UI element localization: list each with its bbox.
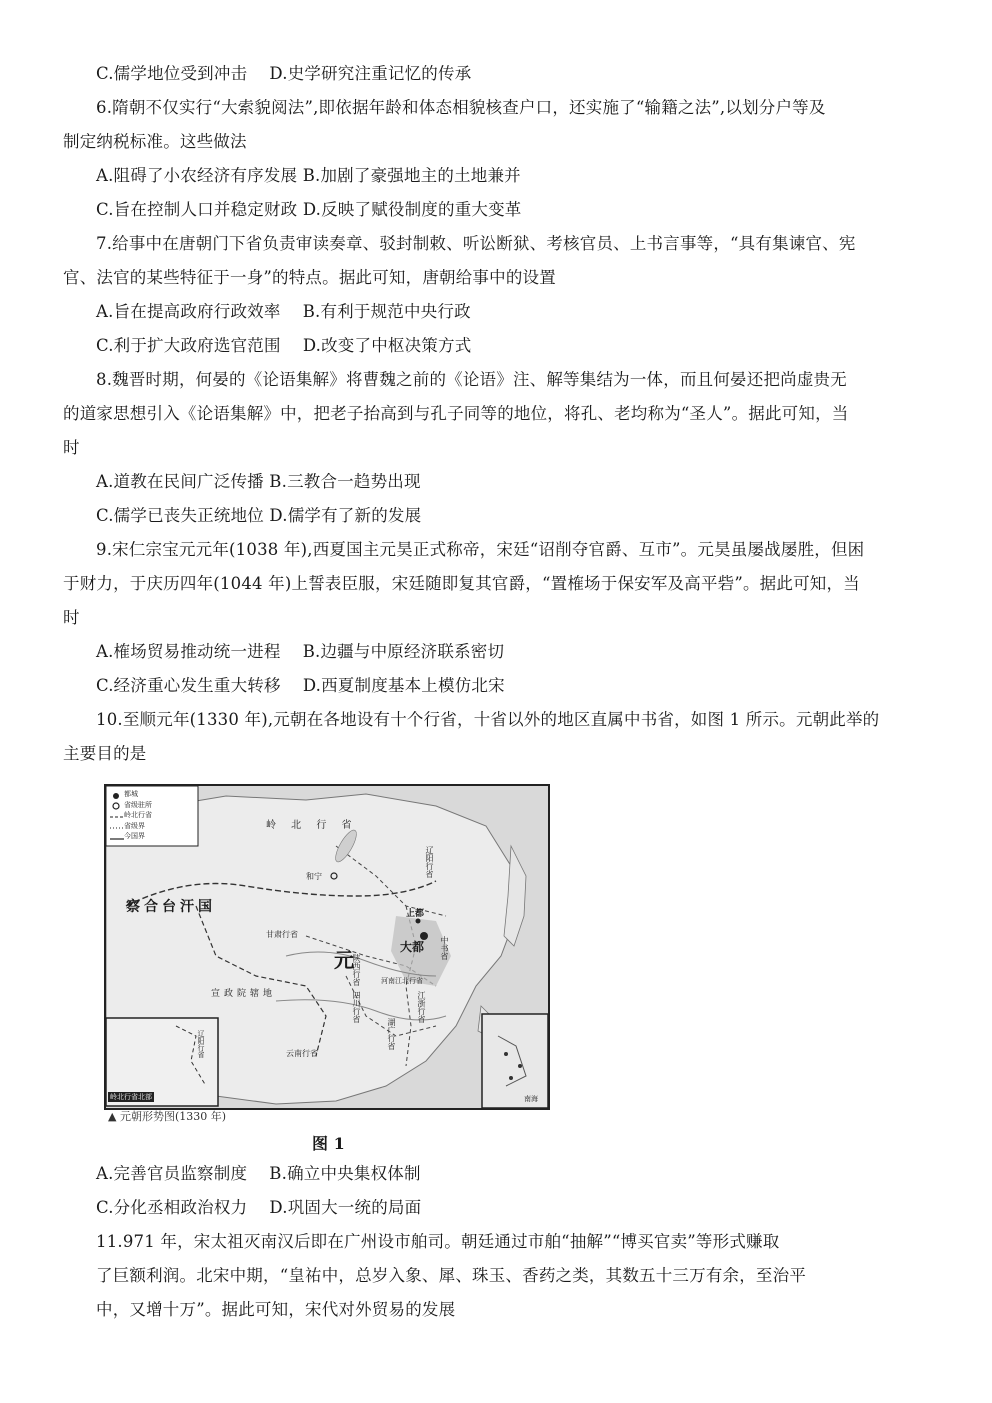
text-line: 中，又增十万”。据此可知，宋代对外贸易的发展: [96, 1300, 456, 1319]
legend-item: 都城: [124, 790, 138, 798]
map-label-sichuan: 四川行省: [352, 991, 361, 1023]
question-6: 6.隋朝不仅实行“大索貌阅法”,即依据年龄和体态相貌核查户口，还实施了“输籍之法”,以划分户等及: [96, 98, 826, 117]
yuan-dynasty-map: [104, 784, 550, 1110]
map-label-zhongshu: 中书省: [440, 936, 449, 960]
option-line: A.道教在民间广泛传播 B.三教合一趋势出现: [96, 472, 421, 491]
map-label-chaghatai: 察合台汗国: [126, 899, 216, 915]
map-label-xuanzheng: 宣政院辖地: [211, 989, 277, 999]
text-line: 的道家思想引入《论语集解》中，把老子抬高到与孔子同等的地位，将孔、老均称为“圣人”。据此可知，当: [63, 404, 849, 423]
text-line: 于财力，于庆历四年(1044 年)上誓表臣服，宋廷随即复其官爵，“置榷场于保安军及高平砦”。据此可知，当: [63, 574, 860, 593]
option-line: A.榷场贸易推动统一进程 B.边疆与中原经济联系密切: [96, 642, 505, 661]
question-9: 9.宋仁宗宝元元年(1038 年),西夏国主元昊正式称帝，宋廷“诏削夺官爵、互市”。元昊虽屡战屡胜，但困: [96, 540, 865, 559]
map-label-yuan: 元: [334, 948, 354, 972]
map-label-nanhai: 南海: [524, 1095, 538, 1103]
option-line: A.阻碍了小农经济有序发展 B.加剧了豪强地主的土地兼并: [96, 166, 521, 185]
question-11: 11.971 年，宋太祖灭南汉后即在广州设市舶司。朝廷通过市舶“抽解”“博买官卖”等形式赚取: [96, 1232, 780, 1251]
text-line: 时: [63, 438, 80, 457]
option-line: A.完善官员监察制度 B.确立中央集权体制: [96, 1164, 421, 1183]
question-7: 7.给事中在唐朝门下省负责审读奏章、驳封制敕、听讼断狱、考核官员、上书言事等，“具有集谏官、宪: [96, 234, 856, 253]
map-graphic: [106, 786, 548, 1108]
map-caption: ▲ 元朝形势图(1330 年): [108, 1110, 227, 1123]
map-label-lingbei: 岭 北 行 省: [266, 820, 358, 831]
map-label-gansu: 甘肃行省: [266, 930, 298, 939]
map-label-shangdu: 上都: [406, 909, 425, 919]
map-label-inset-left: 辽阳行省: [197, 1030, 205, 1058]
text-line: 了巨额利润。北宋中期，“皇祐中，总岁入象、犀、珠玉、香药之类，其数五十三万有余，至治平: [96, 1266, 807, 1285]
text-line: 官、法官的某些特征于一身”的特点。据此可知，唐朝给事中的设置: [63, 268, 556, 287]
legend-item: 省级驻所: [124, 800, 152, 809]
map-label-liaoyang: 辽阳行省: [425, 846, 434, 878]
map-label-dadu: 大都: [400, 940, 425, 954]
option-line: C.经济重心发生重大转移 D.西夏制度基本上模仿北宋: [96, 676, 505, 695]
text-line: C.儒学地位受到冲击 D.史学研究注重记忆的传承: [96, 64, 472, 83]
text-line: 主要目的是: [63, 744, 147, 763]
option-line: C.利于扩大政府选官范围 D.改变了中枢决策方式: [96, 336, 472, 355]
figure-label: 图 1: [312, 1134, 345, 1153]
legend-item: 省级界: [124, 821, 145, 830]
map-label-helin: 和宁: [306, 872, 322, 881]
map-label-inset-title: 岭北行省北部: [110, 1093, 152, 1101]
option-line: A.旨在提高政府行政效率 B.有利于规范中央行政: [96, 302, 471, 321]
text-line: 制定纳税标准。这些做法: [63, 132, 247, 151]
map-label-yunnan: 云南行省: [286, 1049, 318, 1058]
legend-item: 今国界: [124, 832, 145, 840]
option-line: C.分化丞相政治权力 D.巩固大一统的局面: [96, 1198, 422, 1217]
option-line: C.旨在控制人口并稳定财政 D.反映了赋役制度的重大变革: [96, 200, 522, 219]
question-8: 8.魏晋时期，何晏的《论语集解》将曹魏之前的《论语》注、解等集结为一体，而且何晏还把尚虚贵无: [96, 370, 847, 389]
map-label-henan: 河南江北行省: [381, 977, 423, 985]
text-line: 时: [63, 608, 80, 627]
map-label-shaanxi: 陕西行省: [352, 954, 361, 986]
question-10: 10.至顺元年(1330 年),元朝在各地设有十个行省，十省以外的地区直属中书省，如图 1 所示。元朝此举的: [96, 710, 880, 729]
map-legend: [124, 789, 152, 842]
map-label-jiangzhe: 江浙行省: [417, 991, 426, 1023]
legend-item: 岭北行省: [124, 811, 152, 819]
map-label-huguang: 湖广行省: [387, 1018, 396, 1050]
option-line: C.儒学已丧失正统地位 D.儒学有了新的发展: [96, 506, 422, 525]
